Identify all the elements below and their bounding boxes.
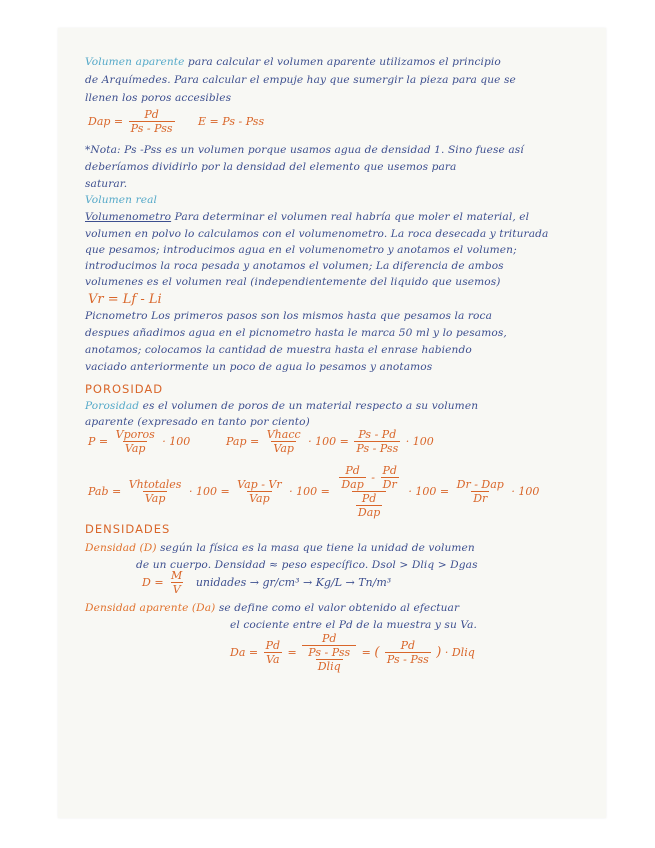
formula-da: Da = $\frac{Pd}{Va}$ = $\frac{Pd}{\frac{\text{Ps - Pss}}{\text{Dliq}}}$ = ( $\frac{Pd}{\text{Ps - Pss}}$ ) · Dliq	[230, 632, 475, 673]
formula-vr: Vr = Lf - Li	[88, 292, 162, 307]
text-line: Volumen aparente para calcular el volumen aparente utilizamos el principio	[85, 56, 501, 68]
text-line: llenen los poros accesibles	[85, 92, 232, 104]
text-line: Densidad (D) según la física es la masa que tiene la unidad de volumen	[85, 542, 475, 554]
text-line: Volumenometro Para determinar el volumen real habría que moler el material, el	[85, 211, 530, 223]
term-volumenometro: Volumenometro	[85, 211, 172, 223]
notebook-page	[58, 28, 606, 818]
formula-dap: Dap = $\frac{Pd}{\text{Ps - Pss}}$ E = Ps - Pss	[88, 108, 265, 135]
formula-pab: Pab = $\frac{\text{Vhtotales}}{\text{Vap}}$ · 100 = $\frac{\text{Vap - Vr}}{\text{Vap}}$ · 100 = $\frac{Pd}{\text{Dap}}$ - $\frac{Pd}{Dr}$ $\frac{Pd}{\text{Dap}}$ · 100 = $\frac{\text{Dr - Dap}}{Dr}$ · 100	[88, 464, 540, 519]
text-line: volumenes es el volumen real (independientemente del liquido que usemos)	[85, 276, 501, 288]
term-volumen-aparente: Volumen aparente	[85, 56, 185, 68]
formula-p: P = $\frac{\text{Vporos}}{\text{Vap}}$ · 100	[88, 428, 191, 455]
text-line: que pesamos; introducimos agua en el volumenometro y anotamos el volumen;	[85, 244, 517, 256]
formula-pap: Pap = $\frac{\text{Vhacc}}{\text{Vap}}$ · 100 = $\frac{Ps - Pd}{\text{Ps - Pss}}$ · 100	[226, 428, 434, 455]
text-line: de Arquímedes. Para calcular el empuje hay que sumergir la pieza para que se	[85, 74, 516, 86]
term-densidad: Densidad (D)	[85, 542, 157, 554]
text-line: despues añadimos agua en el picnometro hasta le marca 50 ml y lo pesamos,	[85, 327, 507, 339]
text-line: vaciado anteriormente un poco de agua lo pesamos y anotamos	[85, 361, 433, 373]
note-line: *Nota: Ps -Pss es un volumen porque usamos agua de densidad 1. Sino fuese así	[85, 144, 524, 156]
section-title-porosidad: POROSIDAD	[85, 382, 164, 396]
text-line: volumen en polvo lo calculamos con el volumenometro. La roca desecada y triturada	[85, 228, 549, 240]
text-line: Densidad aparente (Da) se define como el valor obtenido al efectuar	[85, 602, 460, 614]
note-line: deberíamos dividirlo por la densidad del elemento que usemos para	[85, 161, 457, 173]
text-line: Porosidad es el volumen de poros de un material respecto a su volumen	[85, 400, 479, 412]
section-title-densidades: DENSIDADES	[85, 522, 171, 536]
text-line: aparente (expresado en tanto por ciento)	[85, 416, 310, 428]
text-line: el cociente entre el Pd de la muestra y su Va.	[230, 619, 478, 631]
term-densidad-aparente: Densidad aparente (Da)	[85, 602, 216, 614]
heading-volumen-real: Volumen real	[85, 194, 158, 206]
note-line: saturar.	[85, 178, 128, 190]
text-line: de un cuerpo. Densidad ≈ peso específico. Dsol > Dliq > Dgas	[136, 559, 478, 571]
text-line: anotamos; colocamos la cantidad de muestra hasta el enrase habiendo	[85, 344, 472, 356]
text-line: Picnometro Los primeros pasos son los mismos hasta que pesamos la roca	[85, 310, 492, 322]
text-line: introducimos la roca pesada y anotamos el volumen; La diferencia de ambos	[85, 260, 504, 272]
term-porosidad: Porosidad	[85, 400, 140, 412]
formula-densidad: D = $\frac{M}{V}$ unidades → gr/cm³ → Kg/L → Tn/m³	[142, 569, 392, 596]
